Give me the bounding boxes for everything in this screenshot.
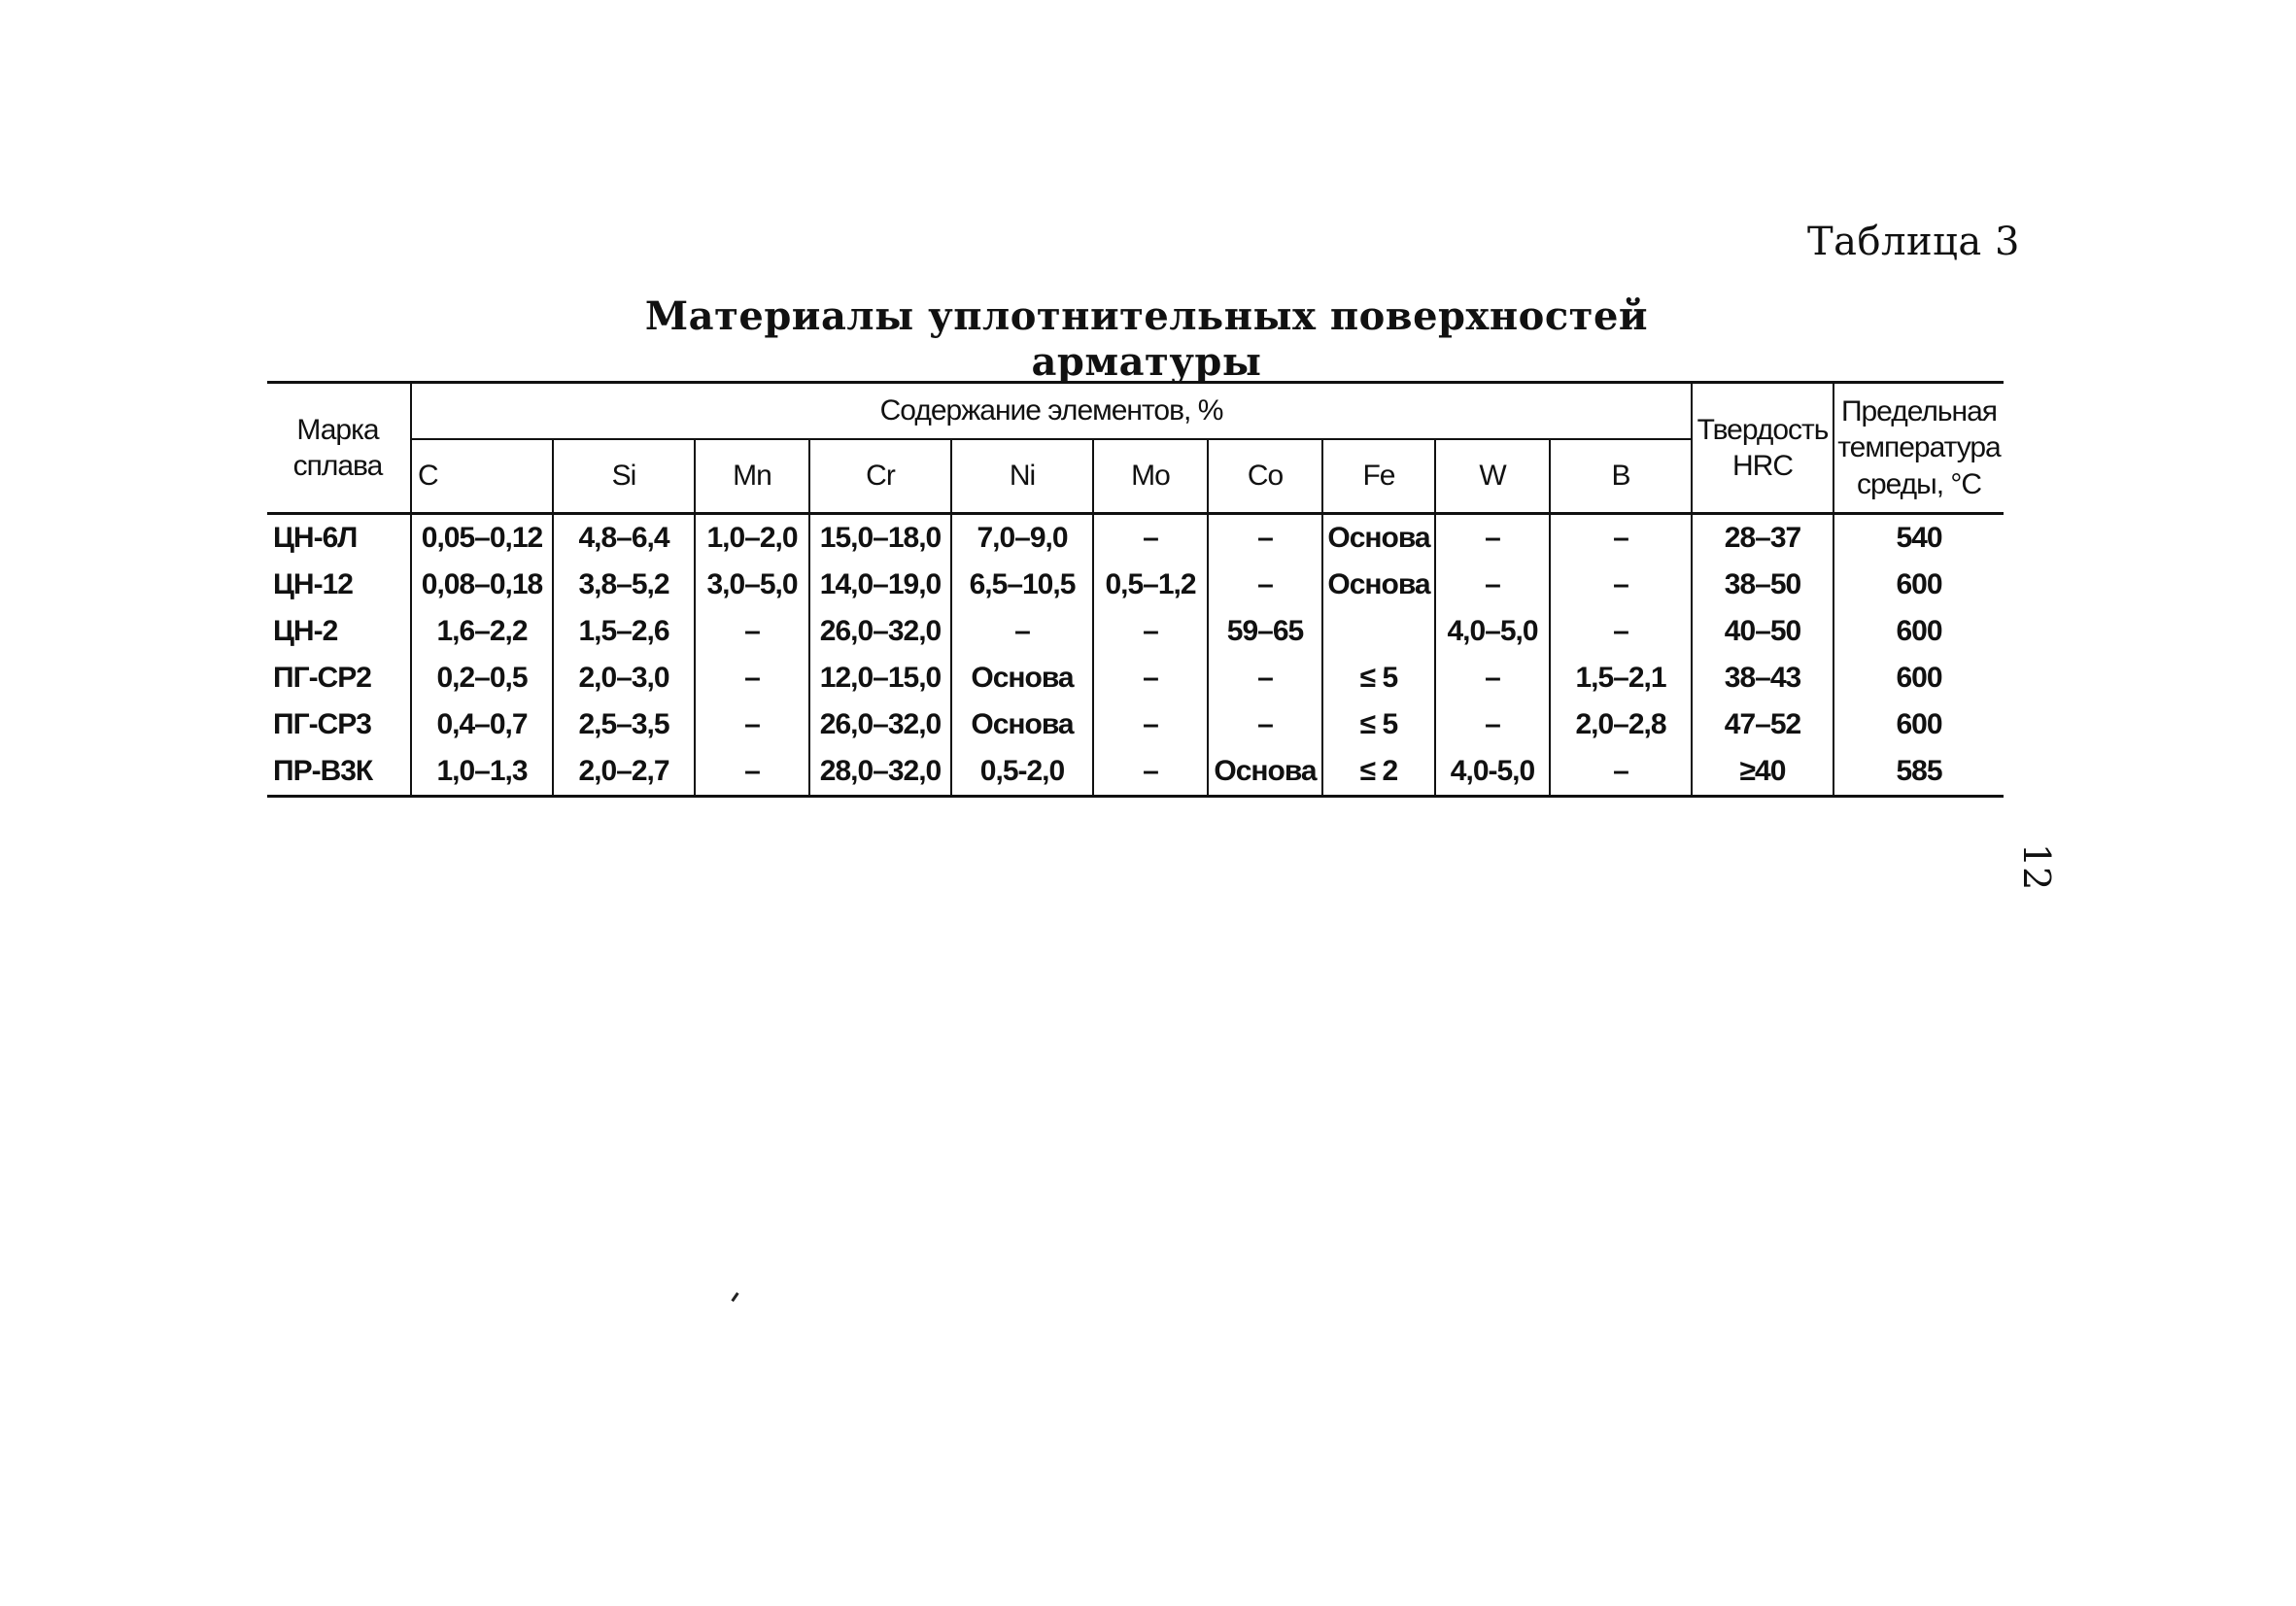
header-hardness: Твердость HRC [1692, 383, 1833, 514]
table-cell: – [1435, 562, 1550, 608]
alloy-grade-cell: ЦН-2 [267, 608, 411, 655]
table-cell: 2,0–2,7 [553, 748, 695, 797]
header-element-ni: Ni [951, 439, 1093, 514]
table-cell: – [951, 608, 1093, 655]
header-element-w: W [1435, 439, 1550, 514]
table-body [267, 514, 2004, 797]
table-cell: Основа [1208, 748, 1322, 797]
table-cell: – [1550, 514, 1692, 563]
table-cell: 26,0–32,0 [809, 701, 951, 748]
table-title: Материалы уплотнительных поверхностей арматуры [644, 293, 1649, 385]
table-row [267, 701, 2004, 748]
table-cell: 0,05–0,12 [411, 514, 553, 563]
table-cell: 585 [1833, 748, 2004, 797]
table-row [267, 655, 2004, 701]
table-cell: – [1208, 562, 1322, 608]
table-cell: Основа [1322, 514, 1435, 563]
table-cell: – [695, 748, 809, 797]
table-cell: – [1550, 748, 1692, 797]
alloy-grade-cell: ЦН-6Л [267, 514, 411, 563]
table-cell: 4,0-5,0 [1435, 748, 1550, 797]
table-cell: 14,0–19,0 [809, 562, 951, 608]
table-cell: 0,08–0,18 [411, 562, 553, 608]
table-row [267, 562, 2004, 608]
table-cell: 12,0–15,0 [809, 655, 951, 701]
table-cell: – [695, 701, 809, 748]
table-cell: 38–50 [1692, 562, 1833, 608]
alloy-grade-cell: ПР-В3К [267, 748, 411, 797]
table-cell: 4,8–6,4 [553, 514, 695, 563]
scan-artifact-mark [731, 1292, 738, 1302]
table-cell: 540 [1833, 514, 2004, 563]
table-cell: 40–50 [1692, 608, 1833, 655]
table-cell: 600 [1833, 701, 2004, 748]
table-cell: – [1435, 514, 1550, 563]
table-cell: 47–52 [1692, 701, 1833, 748]
header-temperature: Предельная температура среды, °С [1833, 383, 2004, 514]
header-row-group [267, 383, 2004, 440]
table-cell: 7,0–9,0 [951, 514, 1093, 563]
table-cell: – [1435, 655, 1550, 701]
table-cell: – [695, 655, 809, 701]
alloy-grade-cell: ПГ-СР2 [267, 655, 411, 701]
table-cell: 3,8–5,2 [553, 562, 695, 608]
table-cell: 26,0–32,0 [809, 608, 951, 655]
materials-table [267, 381, 2004, 798]
page-number: 12 [2015, 843, 2058, 891]
table-cell: 3,0–5,0 [695, 562, 809, 608]
header-grade: Марка сплава [267, 383, 411, 514]
table-cell: 4,0–5,0 [1435, 608, 1550, 655]
table-cell: 1,6–2,2 [411, 608, 553, 655]
table-cell: – [1435, 701, 1550, 748]
table-cell: 6,5–10,5 [951, 562, 1093, 608]
table-cell: 28,0–32,0 [809, 748, 951, 797]
table-cell: ≤ 5 [1322, 655, 1435, 701]
table-cell: – [1208, 655, 1322, 701]
table-cell: 2,0–3,0 [553, 655, 695, 701]
table-cell: – [1093, 655, 1208, 701]
table-cell: – [695, 608, 809, 655]
table-cell: 600 [1833, 608, 2004, 655]
table-cell [1322, 608, 1435, 655]
table-cell: 1,0–2,0 [695, 514, 809, 563]
table-cell: 59–65 [1208, 608, 1322, 655]
table-cell: 28–37 [1692, 514, 1833, 563]
table-row [267, 514, 2004, 563]
table-cell: 38–43 [1692, 655, 1833, 701]
table-cell: 600 [1833, 655, 2004, 701]
header-elements-group: Содержание элементов, % [411, 383, 1692, 440]
table-cell: ≤ 5 [1322, 701, 1435, 748]
header-element-fe: Fe [1322, 439, 1435, 514]
table-cell: – [1093, 514, 1208, 563]
table-cell: – [1550, 562, 1692, 608]
table-cell: 1,5–2,1 [1550, 655, 1692, 701]
table-cell: ≥40 [1692, 748, 1833, 797]
table-cell: Основа [951, 655, 1093, 701]
table-cell: 2,0–2,8 [1550, 701, 1692, 748]
table-cell: – [1208, 514, 1322, 563]
table-cell: 1,5–2,6 [553, 608, 695, 655]
table-cell: 1,0–1,3 [411, 748, 553, 797]
table-cell: Основа [951, 701, 1093, 748]
table-cell: 600 [1833, 562, 2004, 608]
alloy-grade-cell: ЦН-12 [267, 562, 411, 608]
table-number-label: Таблица 3 [1807, 220, 2020, 264]
table-cell: 15,0–18,0 [809, 514, 951, 563]
table-cell: 2,5–3,5 [553, 701, 695, 748]
header-element-si: Si [553, 439, 695, 514]
table-cell: – [1093, 748, 1208, 797]
table-cell: – [1093, 608, 1208, 655]
alloy-grade-cell: ПГ-СР3 [267, 701, 411, 748]
header-element-co: Co [1208, 439, 1322, 514]
header-element-mn: Mn [695, 439, 809, 514]
table-cell: 0,5-2,0 [951, 748, 1093, 797]
table-cell: – [1208, 701, 1322, 748]
table-cell: 0,2–0,5 [411, 655, 553, 701]
header-element-b: B [1550, 439, 1692, 514]
header-element-mo: Mo [1093, 439, 1208, 514]
table-cell: Основа [1322, 562, 1435, 608]
table-row [267, 748, 2004, 797]
table-cell: 0,5–1,2 [1093, 562, 1208, 608]
table-cell: – [1093, 701, 1208, 748]
table-row [267, 608, 2004, 655]
header-element-c: C [411, 439, 553, 514]
table-cell: 0,4–0,7 [411, 701, 553, 748]
table-cell: ≤ 2 [1322, 748, 1435, 797]
header-element-cr: Cr [809, 439, 951, 514]
table-cell: – [1550, 608, 1692, 655]
